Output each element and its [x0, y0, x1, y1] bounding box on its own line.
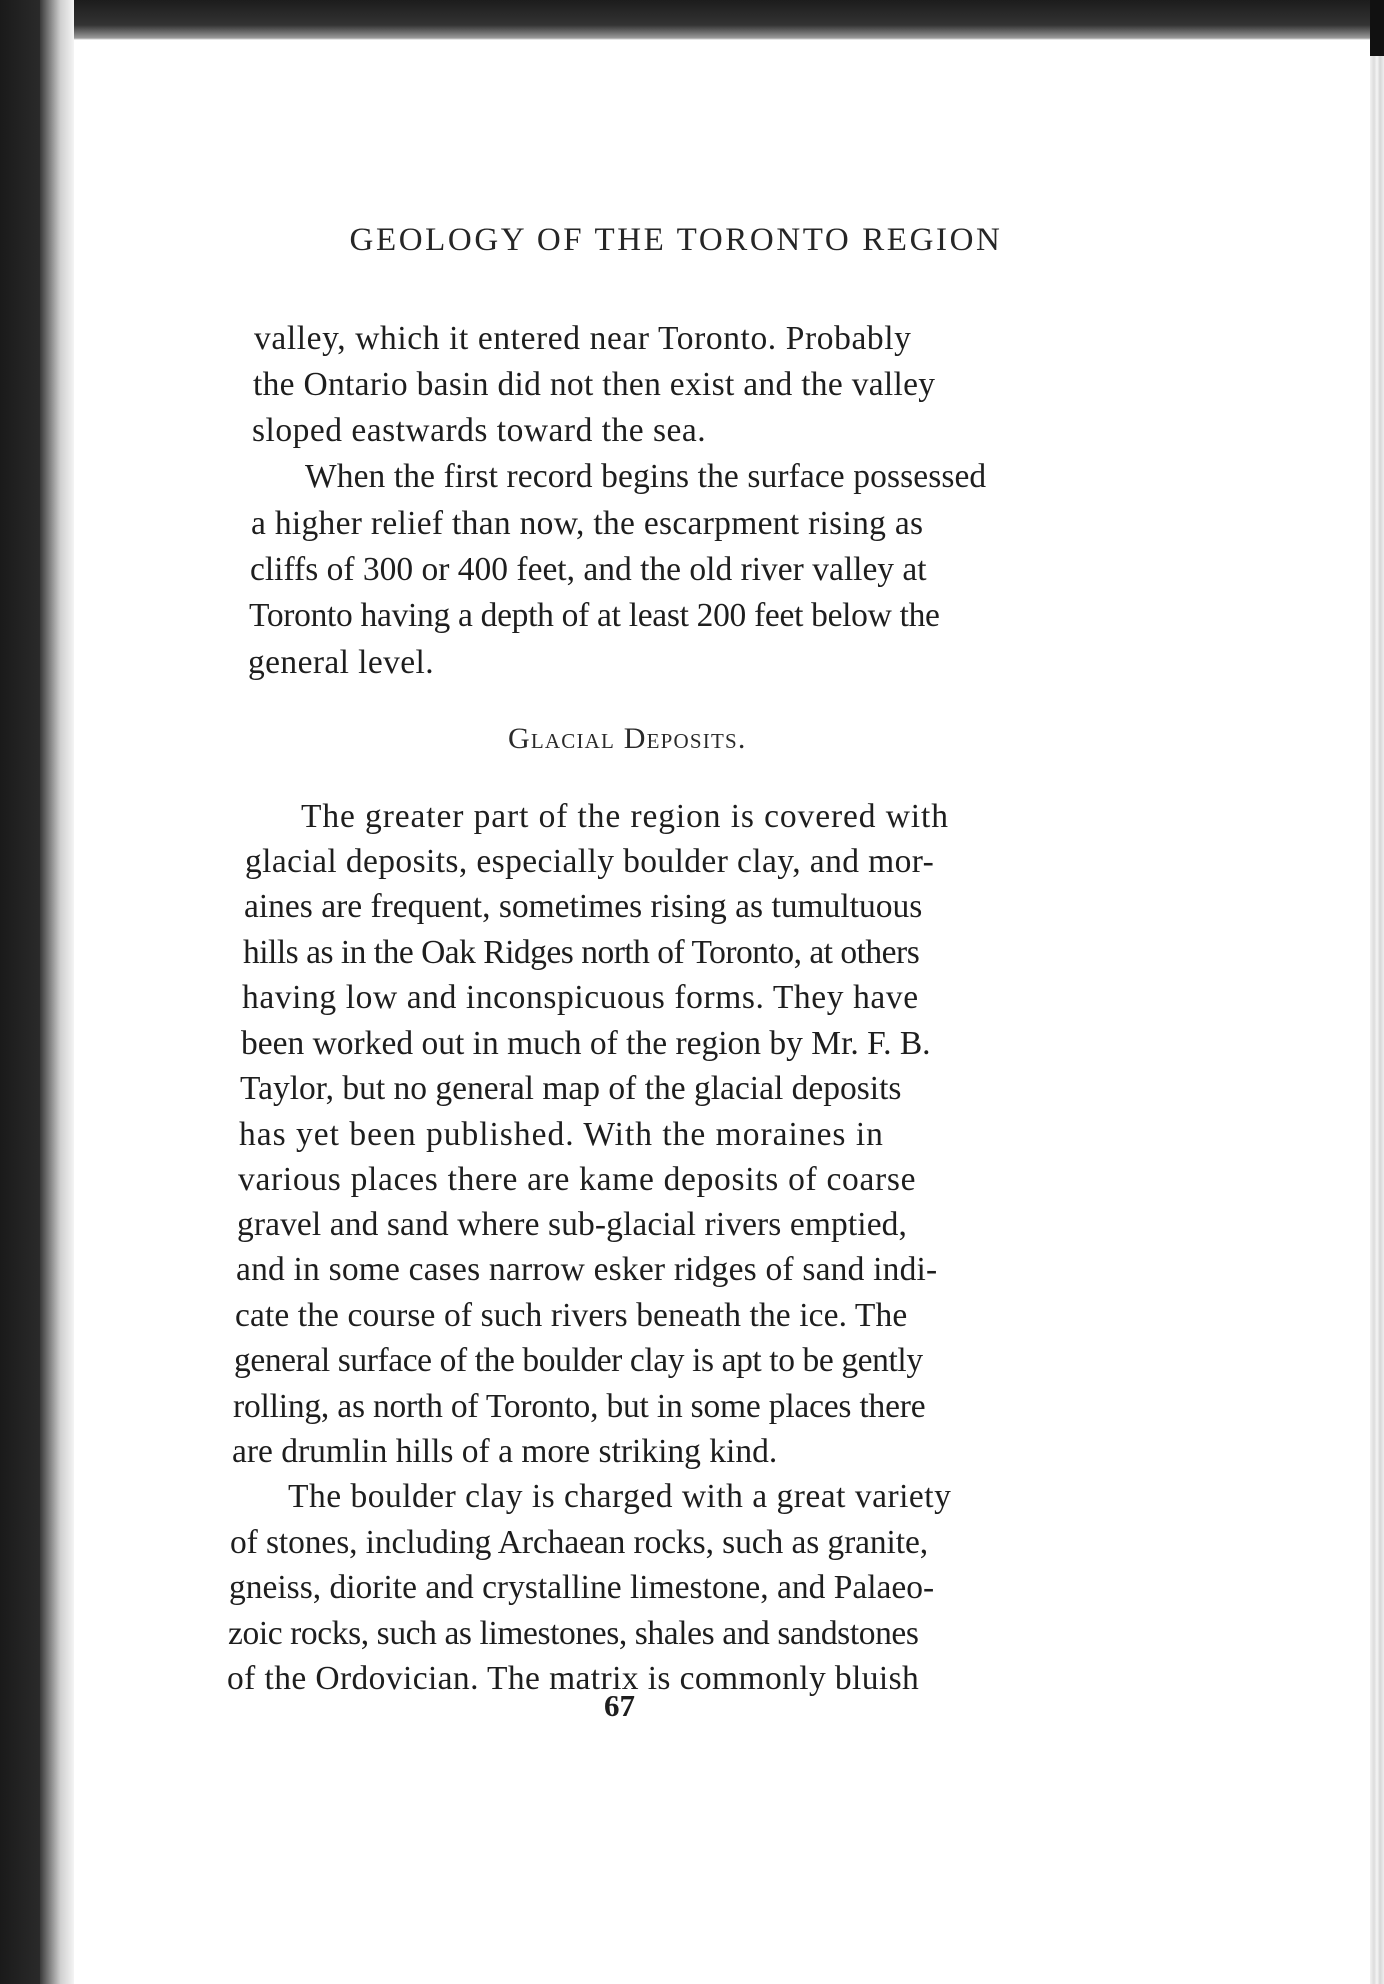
body-line: cliffs of 300 or 400 feet, and the old river valley at	[250, 551, 927, 588]
body-line: are drumlin hills of a more striking kind.	[232, 1433, 778, 1470]
body-line: a higher relief than now, the escarpment rising as	[251, 505, 924, 542]
page-number: 67	[604, 1688, 635, 1723]
body-line: hills as in the Oak Ridges north of Toronto, at others	[243, 934, 920, 971]
scan-top-border	[0, 0, 1384, 40]
body-line: sloped eastwards toward the sea.	[252, 412, 707, 449]
body-line: aines are frequent, sometimes rising as tumultuous	[244, 888, 923, 925]
body-line: of stones, including Archaean rocks, such as granite,	[230, 1524, 929, 1561]
body-line: has yet been published. With the moraines in	[239, 1116, 884, 1153]
body-line: general level.	[248, 644, 435, 681]
body-line: having low and inconspicuous forms. They have	[242, 979, 919, 1016]
facing-page-edge	[40, 0, 74, 1984]
running-head: GEOLOGY OF THE TORONTO REGION	[349, 222, 1003, 258]
body-line: cate the course of such rivers beneath the ice. The	[235, 1297, 908, 1334]
body-line: the Ontario basin did not then exist and the valley	[253, 366, 936, 403]
body-line: Toronto having a depth of at least 200 feet below the	[249, 597, 940, 634]
body-line: valley, which it entered near Toronto. Probably	[254, 320, 912, 357]
body-line: gravel and sand where sub-glacial rivers emptied,	[237, 1206, 907, 1243]
body-line: When the first record begins the surface possessed	[305, 458, 987, 495]
section-heading: Glacial Deposits.	[508, 722, 747, 755]
body-line: general surface of the boulder clay is apt to be gently	[234, 1342, 923, 1379]
body-line: Taylor, but no general map of the glacial deposits	[240, 1070, 902, 1107]
body-line: The boulder clay is charged with a great variety	[288, 1478, 952, 1515]
page-stack-edge	[1370, 40, 1384, 1984]
body-line: rolling, as north of Toronto, but in some places there	[233, 1388, 926, 1425]
body-line: zoic rocks, such as limestones, shales and sandstones	[228, 1615, 919, 1652]
body-line: of the Ordovician. The matrix is commonly bluish	[227, 1660, 920, 1697]
body-line: and in some cases narrow esker ridges of sand indi-	[236, 1251, 938, 1288]
scan-corner	[1370, 0, 1384, 56]
body-line: glacial deposits, especially boulder clay, and mor-	[245, 843, 935, 880]
body-line: various places there are kame deposits of coarse	[238, 1161, 917, 1198]
body-line: been worked out in much of the region by Mr. F. B.	[241, 1025, 931, 1062]
body-line: The greater part of the region is covered with	[301, 798, 949, 835]
body-line: gneiss, diorite and crystalline limestone, and Palaeo-	[229, 1569, 935, 1606]
